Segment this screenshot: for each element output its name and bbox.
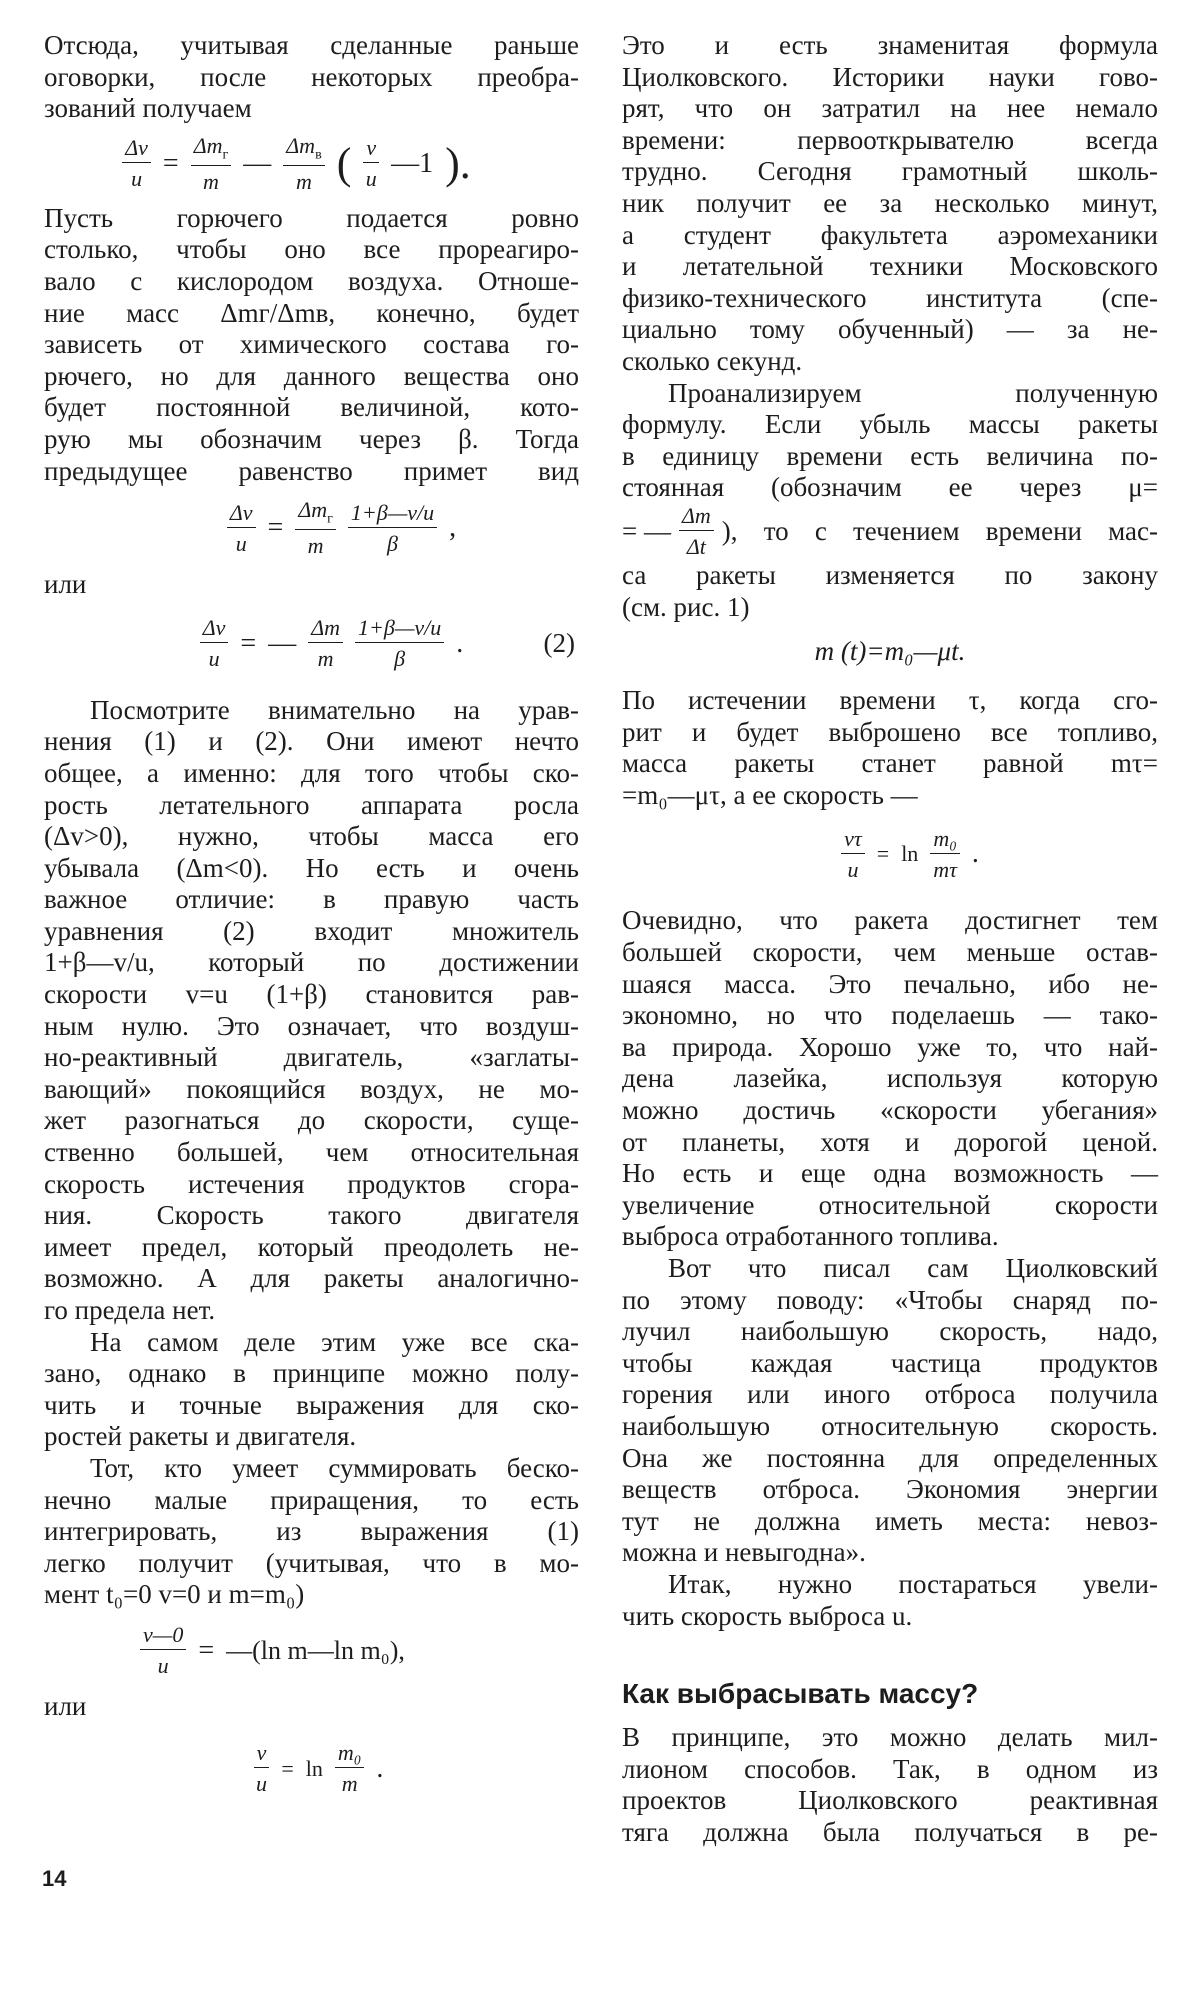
text-line: зависеть от химического состава го- [44, 329, 579, 360]
text-line: чтобы каждая частица продуктов [622, 1347, 1158, 1378]
text-line: горения или иного отброса получила [622, 1379, 1158, 1410]
paragraph [44, 203, 579, 487]
fraction: $\frac{1+\beta—v/u}{\beta}$ [348, 502, 437, 555]
text-line: интегрировать, из выражения (1) [44, 1516, 579, 1547]
text-line: дена лазейка, используя которую [622, 1063, 1158, 1094]
formula-velocity-increment: $\frac{\Delta v}{u}$ = $\frac{\Delta m_г}{m}$ — $\frac{\Delta m_в}{m}$ ( $\frac{v}{u}$ —1 ). [14, 125, 579, 203]
text-line: тут не должна иметь места: невоз- [622, 1505, 1158, 1536]
text-line: рючего, но для данного вещества оно [44, 360, 579, 391]
connector-text: или [44, 1690, 87, 1721]
formula-beta: $\frac{\Delta v}{u}$ = $\frac{\Delta m_г}{m}$ $\frac{1+\beta—v/u}{\beta}$ , [104, 487, 579, 569]
paragraph [622, 685, 1158, 811]
text-line: вало с кислородом воздуха. Отноше- [44, 265, 579, 296]
fraction: $\frac{\Delta m_г}{m}$ [295, 499, 336, 557]
text-line: Очевидно, что ракета достигнет тем [622, 905, 1158, 936]
text-line: (см. рис. 1) [622, 591, 750, 622]
text-line: рит и будет выброшено все топливо, [622, 716, 1158, 747]
text-line: нения (1) и (2). Они имеют нечто [44, 726, 579, 757]
text-line: важное отличие: в правую часть [44, 884, 579, 915]
text-line: чить скорость выброса u. [622, 1600, 913, 1631]
text-line: ва природа. Хорошо уже то, что най- [622, 1031, 1158, 1062]
paragraph [44, 1453, 579, 1611]
formula-tsiolkovsky: $\frac{v}{u}$ = ln $\frac{\text{m₀}}{m}$ . [58, 1723, 579, 1815]
text-line: физико-технического института (спе- [622, 282, 1158, 313]
text-line: рую мы обозначим через β. Тогда [44, 423, 579, 454]
text-line: убывала (Δm<0). Но есть и очень [44, 852, 579, 883]
text-line: скорость истечения продуктов сгора- [44, 1168, 579, 1199]
text-line: зано, однако в принципе можно полу- [44, 1358, 579, 1389]
text-line: лионом способов. Так, в одном из [622, 1753, 1158, 1784]
text-line: =m₀—μτ, а ее скорость — [622, 779, 918, 810]
text-line: вающий» покоящийся воздух, не мо- [44, 1073, 579, 1104]
text-line: Это и есть знаменитая формула [622, 30, 1158, 60]
section-heading: Как выбрасывать массу? [622, 1678, 979, 1710]
fraction: $\frac{\Delta v}{u}$ [200, 617, 229, 670]
text-line: Тот, кто умеет суммировать беско- [90, 1452, 579, 1483]
fraction: $\frac{\text{m₀}}{m}$ [335, 1742, 365, 1795]
text-line: и летательной техники Московского [622, 251, 1158, 282]
text-line: На самом деле этим уже все ска- [90, 1326, 579, 1357]
fraction: $\frac{\Delta m}{m}$ [308, 617, 343, 670]
equation-number: (2) [543, 628, 575, 659]
text-line: Но есть и еще одна возможность — [622, 1158, 1158, 1189]
paragraph [44, 695, 579, 727]
text-line: формулу. Если убыль массы ракеты [622, 409, 1158, 440]
text-line: го предела нет. [44, 1295, 216, 1325]
formula-final-velocity: $\frac{v\tau}{u}$ = ln $\frac{\text{m₀}}{m\tau}$ . [662, 811, 1158, 897]
text-line: будет постоянной величиной, кото- [44, 392, 579, 423]
connector-text: или [44, 569, 87, 600]
text-line: сколько секунд. [622, 345, 803, 376]
paragraph [622, 1253, 1158, 1569]
formula-2: $\frac{\Delta v}{u}$ = — $\frac{\Delta m}{m}$ $\frac{1+\beta—v/u}{\beta}$ . (2) [84, 601, 579, 687]
text-line: от планеты, хотя и дорогой ценой. [622, 1126, 1158, 1157]
text-line: 1+β—v/u, который по достижении [44, 947, 579, 978]
text-line: предыдущее равенство примет вид [44, 455, 579, 486]
paragraph [622, 378, 1158, 504]
paragraph [622, 1722, 1158, 1848]
text-line: уравнения (2) входит множитель [44, 915, 579, 946]
text-line: циально тому обученный) — за не- [622, 314, 1158, 345]
text-line: зований получаем [44, 93, 252, 124]
page-number: 14 [42, 1866, 67, 1891]
paragraph [622, 560, 1158, 623]
text-line: наибольшую относительную скорость. [622, 1410, 1158, 1441]
fraction: $\frac{\Delta v}{u}$ [122, 137, 151, 190]
text-line: Итак, нужно постараться увели- [668, 1568, 1158, 1599]
fraction: $\frac{\Delta m_в}{m}$ [283, 135, 324, 193]
text-line: Циолковского. Историки науки гово- [622, 61, 1158, 92]
text-line: ния. Скорость такого двигателя [44, 1200, 579, 1231]
text-line: масса ракеты станет равной mτ= [622, 748, 1158, 779]
text-line: Она же постоянна для определенных [622, 1442, 1158, 1473]
paragraph [44, 1327, 579, 1453]
text-line: легко получит (учитывая, что в мо- [44, 1547, 579, 1578]
text-line: шаяся масса. Это печально, ибо не- [622, 968, 1158, 999]
text-line: трудно. Сегодня грамотный школь- [622, 156, 1158, 187]
fraction: $\frac{\Delta m_г}{m}$ [191, 135, 232, 193]
inline-fraction-line: = — $\frac{\Delta m}{\Delta t}$ ), то с течением времени мас- [622, 503, 1158, 560]
text-line: чить и точные выражения для ско- [44, 1389, 579, 1420]
paragraph [622, 905, 1158, 1253]
text-line: лучил наибольшую скорость, надо, [622, 1316, 1158, 1347]
fraction: $\frac{1+\beta—v/u}{\beta}$ [355, 617, 444, 670]
text-line: но-реактивный двигатель, «заглаты- [44, 1042, 579, 1073]
paragraph [622, 30, 1158, 378]
text-line: возможно. А для ракеты аналогично- [44, 1263, 579, 1294]
text-line: общее, а именно: для того чтобы ско- [44, 757, 579, 788]
text-line: экономно, но что поделаешь — тако- [622, 1000, 1158, 1031]
text-line: скорости v=u (1+β) становится рав- [44, 979, 579, 1010]
formula-mass-law: m (t)=m₀—μt. [814, 635, 966, 666]
text-line: времени: первооткрывателю всегда [622, 124, 1158, 155]
text-line: большей скорости, чем меньше остав- [622, 937, 1158, 968]
fraction: $\frac{v}{u}$ [254, 1742, 270, 1795]
text-line: рость летательного аппарата росла [44, 789, 579, 820]
text-line: са ракеты изменяется по закону [622, 559, 1158, 590]
text-line: стоянная (обозначим ее через μ= [622, 472, 1158, 503]
text-line: проектов Циолковского реактивная [622, 1785, 1158, 1816]
text-line: Посмотрите внимательно на урав- [90, 694, 579, 725]
text-line: ным нулю. Это означает, что воздуш- [44, 1010, 579, 1041]
text-line: ник получит ее за несколько минут, [622, 187, 1158, 218]
text-line: По истечении времени τ, когда сго- [622, 685, 1158, 716]
text-line: Вот что писал сам Циолковский [668, 1253, 1158, 1283]
text-line: Проанализируем полученную [668, 377, 1158, 408]
text-line: ственно большей, чем относительная [44, 1137, 579, 1168]
paragraph [44, 726, 579, 1326]
text-line: нечно малые приращения, то есть [44, 1484, 579, 1515]
text-line: имеет предел, который преодолеть не- [44, 1231, 579, 1262]
formula-integral: $\frac{v—0}{u}$ = —(ln m—ln m₀), [44, 1611, 579, 1691]
text-line: столько, чтобы оно все прореагиро- [44, 234, 579, 265]
fraction: $\frac{v—0}{u}$ [140, 1624, 186, 1677]
text-line: В принципе, это можно делать мил- [622, 1722, 1158, 1753]
text-line: рят, что он затратил на нее немало [622, 93, 1158, 124]
fraction: $\frac{\Delta v}{u}$ [227, 502, 256, 555]
text-line: выброса отработанного топлива. [622, 1221, 999, 1252]
right-column [622, 30, 1158, 1849]
text-line: можна и невыгодна». [622, 1537, 866, 1568]
text-line: тяга должна была получаться в ре- [622, 1816, 1158, 1847]
text-line: можно достичь «скорости убегания» [622, 1095, 1158, 1126]
text-line: по этому поводу: «Чтобы снаряд по- [622, 1284, 1158, 1315]
text-line: оговорки, после некоторых преобра- [44, 61, 579, 92]
text-line: веществ отброса. Экономия энергии [622, 1474, 1158, 1505]
text-line: мент t₀=0 v=0 и m=m₀) [44, 1579, 305, 1610]
text-line: а студент факультета аэромеханики [622, 219, 1158, 250]
fraction: $\frac{v\tau}{u}$ [841, 828, 865, 881]
paragraph [44, 30, 579, 125]
text-line: в единицу времени есть величина по- [622, 440, 1158, 471]
text-line: ростей ракеты и двигателя. [44, 1421, 357, 1452]
fraction: $\frac{\text{m₀}}{m\tau}$ [930, 828, 960, 881]
paragraph [622, 1569, 1158, 1632]
text-line: жет разогнаться до скорости, суще- [44, 1105, 579, 1136]
left-column [44, 30, 579, 1815]
text-line: Пусть горючего подается ровно [44, 202, 579, 233]
text-line: Отсюда, учитывая сделанные раньше [44, 30, 579, 60]
text-line: увеличение относительной скорости [622, 1189, 1158, 1220]
text-line: (Δv>0), нужно, чтобы масса его [44, 821, 579, 852]
fraction: $\frac{v}{u}$ [363, 137, 379, 190]
fraction: $\frac{\Delta m}{\Delta t}$ [679, 505, 714, 558]
text-line: ние масс Δmг/Δmв, конечно, будет [44, 297, 579, 328]
